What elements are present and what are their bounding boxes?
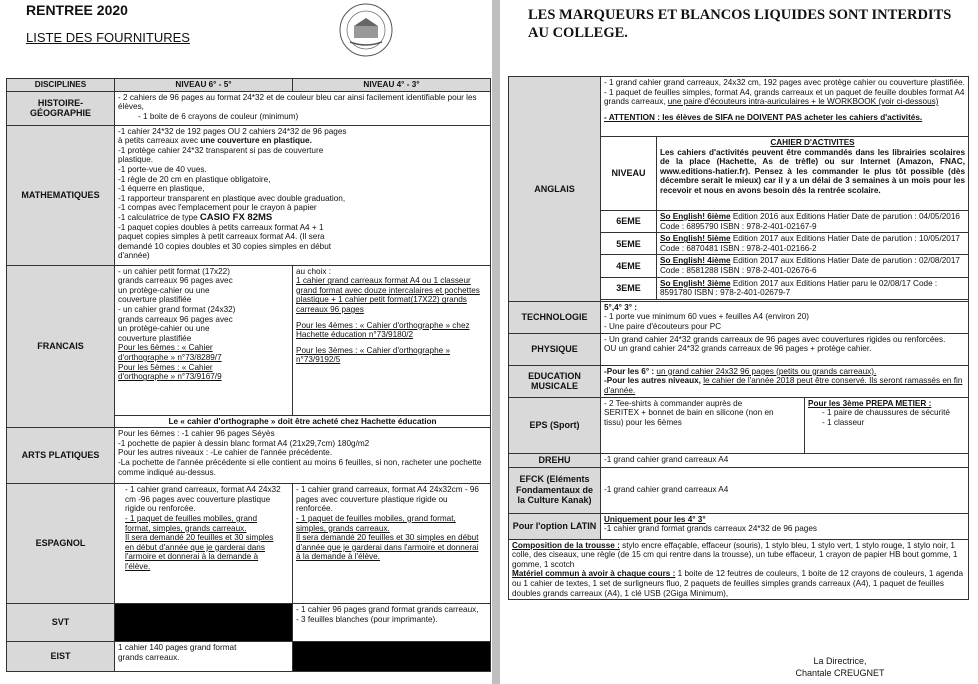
cell-svt-4-3 (293, 604, 491, 642)
discipline-drehu: DREHU (509, 453, 601, 467)
row-eps (509, 397, 969, 453)
cell-eps-left (601, 397, 805, 453)
espagnol-line: Il sera demandé 20 feuilles et 30 simples en début d'année que je garderai dans l'armoire et donnerai à la demande à l'élève. (125, 533, 274, 571)
discipline-histoire: HISTOIRE-GÉOGRAPHIE (7, 91, 115, 125)
svt-line: - 1 cahier 96 pages grand format grands carreaux, (296, 605, 479, 615)
physique-line: OU un grand cahier 24*32 grands carreaux de 96 pages + protège cahier. (604, 344, 872, 354)
level-label: 4EME (601, 255, 657, 277)
discipline-technologie: TECHNOLOGIE (509, 301, 601, 333)
espagnol-line: - 1 paquet de feuilles mobiles, grand format, simples, grands carreaux. (296, 513, 456, 533)
physique-line: - Un grand cahier 24*32 grands carreaux de 96 pages avec couvertures rigides ou renforcées. (604, 334, 946, 344)
histoire-line: - 1 boite de 6 crayons de couleur (minimum) (138, 111, 299, 121)
arts-line: Pour les 6èmes : -1 cahier 96 pages Séyès (118, 429, 275, 439)
svt-line: - 3 feuilles blanches (pour imprimante). (296, 614, 438, 624)
row-eist (7, 642, 491, 672)
anglais-line: - 1 grand cahier grand carreaux, 24x32 cm, 192 pages avec protège cahier ou couverture plastifiée. - 1 paquet de feuilles simples, format A4, grands carreaux et un paquet de feuille doubles format A4 grands carreaux, une paire d'écouteurs intra-auriculaires + le WORKBOOK (voir ci-dessous) (604, 78, 965, 107)
francais-line: au choix : (296, 266, 332, 276)
cell-technologie (601, 301, 969, 333)
discipline-francais: FRANCAIS (7, 265, 115, 428)
discipline-efck: EFCK (Eléments Fondamentaux de la Culture Kanak) (509, 467, 601, 513)
page-right (500, 0, 978, 684)
discipline-eist: EIST (7, 642, 115, 672)
discipline-latin: Pour l'option LATIN (509, 513, 601, 539)
row-maths (7, 125, 491, 265)
musique-line: -Pour les autres niveaux, le cahier de l'année 2018 peut être conservé. Ils seront ramassés en fin d'année. (604, 376, 963, 395)
level-label: 5EME (601, 233, 657, 255)
header-niveau-4-3: NIVEAU 4° - 3° (293, 79, 491, 92)
workbook-cell: So English! 4ième Edition 2017 aux Editions Hatier Date de parution : 02/08/2017 Code : 8581288 ISBN : 978-2-401-02676-6 (657, 255, 969, 277)
maths-line: -1 règle de 20 cm en plastique obligatoire, (118, 174, 271, 184)
discipline-arts: ARTS PLATIQUES (7, 428, 115, 484)
maths-line: -1 rapporteur transparent en plastique avec double graduation, (118, 193, 346, 203)
row-latin (509, 513, 969, 539)
eist-line: 1 cahier 140 pages grand format grands carreaux. (118, 643, 237, 662)
discipline-musique: EDUCATION MUSICALE (509, 365, 601, 397)
trousse-line: Composition de la trousse : stylo encre effaçable, effaceur (souris), 1 stylo bleu, 1 stylo vert, 1 stylo rouge, 1 stylo noir, 1 colle, des ciseaux, une règle (de 15 cm qui rentre dans la trousse), un tube effaceur, 1 crayon de papier HB bout gomme, 1 gomme, 1 scotch (512, 540, 958, 569)
discipline-anglais: ANGLAIS (509, 77, 601, 302)
discipline-eps: EPS (Sport) (509, 397, 601, 453)
page-title: RENTREE 2020 (26, 2, 128, 18)
row-techno (509, 301, 969, 333)
francais-line: Pour les 6èmes : « Cahier d'orthographe » n°73/8289/7 (118, 343, 222, 362)
maths-line: -1 cahier 24*32 de 192 pages OU 2 cahiers 24*32 de 96 pages à petits carreaux avec une couverture en plastique. (118, 126, 347, 146)
level-label: 3EME (601, 277, 657, 299)
cell-svt-6-5 (115, 604, 293, 642)
row-svt (7, 604, 491, 642)
header-disciplines: DISCIPLINES (7, 79, 115, 92)
histoire-line: - 2 cahiers de 96 pages au format 24*32 et de couleur bleu car ainsi facilement identifiable pour les élèves, (118, 92, 477, 112)
francais-line: - un cahier petit format (17x22) grands carreaux 96 pages avec un protège-cahier ou une couverture plastifiée (118, 266, 233, 305)
supplies-table-right (508, 76, 969, 600)
francais-line: Pour les 5èmes : « Cahier d'orthographe » n°73/9167/9 (118, 362, 222, 382)
trousse-line: Matériel commun à avoir à chaque cours : 1 boite de 12 feutres de couleurs, 1 boite de 12 crayons de couleurs, 1 agenda ou 1 cahier de textes, 1 set de surligneurs fluo, 2 paquets de feuilles simples grands carreaux (A4), 1 paquet de feuilles doubles grands carreaux (A4), 1 clé USB (2Giga Minimum), (512, 569, 964, 598)
niveau-label: NIVEAU (601, 137, 657, 211)
discipline-physique: PHYSIQUE (509, 333, 601, 365)
cell-arts (115, 428, 491, 484)
maths-line: -1 paquet copies doubles à petits carreaux format A4 + 1 paquet copies simples à petit carreaux format A4. (Il sera demandé 10 copies doubles et 30 copies simples en début d'année) (118, 222, 332, 261)
techno-line: - 1 porte vue minimum 60 vues + feuilles A4 (environ 20) (604, 312, 810, 322)
row-drehu (509, 453, 969, 467)
workbook-cell: So English! 5ième Edition 2017 aux Editions Hatier Date de parution : 10/05/2017 Code : 6870481 ISBN : 978-2-401-02166-2 (657, 233, 969, 255)
espagnol-line: - 1 cahier grand carreaux, format A4 24x32 cm -96 pages avec couverture plastique rigide ou renforcée. (125, 485, 281, 514)
techno-line: - Une paire d'écouteurs pour PC (604, 321, 722, 331)
francais-line: 1 cahier grand carreaux format A4 ou 1 classeur grand format avec douze intercalaires et pochettes plastique + 1 cahier petit format(17X22) grands carreaux 96 pages (296, 276, 480, 314)
row-trousse (509, 539, 969, 600)
workbook-cell: So English! 3ième Edition 2017 aux Editions Hatier paru le 02/08/17 Code : 8591780 ISBN : 978-2-401-02679-7 (657, 277, 969, 299)
workbook-cell: So English! 6ième Edition 2016 aux Editions Hatier Date de parution : 04/05/2016 Code : 6895790 ISBN : 978-2-401-02167-9 (657, 211, 969, 233)
signature-title: La Directrice, (813, 656, 867, 666)
francais-line: - un cahier grand format (24x32) grands carreaux 96 pages avec un protège-cahier ou une couverture plastifiée (118, 304, 236, 343)
francais-line: Pour les 3èmes : « Cahier d'orthographe » n°73/9192/5 (296, 345, 451, 365)
latin-line: Uniquement pour les 4° 3° (604, 514, 706, 524)
row-musique (509, 365, 969, 397)
warning-title: LES MARQUEURS ET BLANCOS LIQUIDES SONT INTERDITS AU COLLEGE. (528, 7, 952, 41)
supplies-table-left (6, 78, 491, 672)
header-niveau-6-5: NIVEAU 6° - 5° (115, 79, 293, 92)
eps-prepa-title: Pour les 3ème PREPA METIER : (808, 398, 932, 408)
row-arts (7, 428, 491, 484)
arts-line: -La pochette de l'année précédente si elle contient au moins 6 feuilles, si non, racheter une pochette comme indiqué au-dessus. (118, 457, 482, 477)
cell-anglais (601, 77, 969, 137)
espagnol-line: - 1 paquet de feuilles mobiles, grand format, simples, grands carreaux. (125, 513, 257, 533)
francais-line: Pour les 4èmes : « Cahier d'orthographe » chez Hachette éducation n°73/9180/2 (296, 320, 470, 340)
eps-line: - 2 Tee-shirts à commander auprès de SERITEX + bonnet de bain en silicone (non en tissu) pour les 6èmes (604, 398, 774, 427)
cell-francais-4-3 (293, 265, 491, 415)
row-histoire (7, 91, 491, 125)
maths-line: -1 porte-vue de 40 vues. (118, 164, 207, 174)
cell-eist-4-3 (293, 642, 491, 672)
francais-note: Le « cahier d'orthographe » doit être acheté chez Hachette éducation (115, 415, 491, 428)
maths-line: -1 protège cahier 24*32 transparent si pas de couverture plastique. (118, 145, 324, 165)
anglais-attention: - ATTENTION : les élèves de SIFA ne DOIVENT PAS acheter les cahiers d'activités. (604, 112, 923, 122)
cell-histoire (115, 91, 491, 125)
page-divider (492, 0, 500, 684)
cell-eist-6-5 (115, 642, 293, 672)
cell-latin (601, 513, 969, 539)
page-subtitle: LISTE DES FOURNITURES (26, 30, 190, 45)
musique-line: -Pour les 6° : un grand cahier 24x32 96 pages (petits ou grands carreaux). (604, 366, 877, 376)
maths-line: -1 calculatrice de type CASIO FX 82MS (118, 211, 273, 223)
discipline-espagnol: ESPAGNOL (7, 484, 115, 604)
discipline-svt: SVT (7, 604, 115, 642)
cell-physique (601, 333, 969, 365)
activites-title: CAHIER D'ACTIVITES (770, 138, 855, 147)
signature-name: Chantale CREUGNET (795, 668, 885, 678)
cell-drehu: -1 grand cahier grand carreaux A4 (601, 453, 969, 467)
eps-line: - 1 paire de chaussures de sécurité (822, 408, 950, 418)
cell-eps-right (805, 397, 969, 453)
cell-efck: -1 grand cahier grand carreaux A4 (601, 467, 969, 513)
row-efck (509, 467, 969, 513)
maths-line: -1 équerre en plastique, (118, 184, 205, 194)
espagnol-line: - 1 cahier grand carreaux, format A4 24x32cm - 96 pages avec couverture plastique rigide ou renforcée. (296, 485, 479, 514)
maths-line: -1 compas avec l'emplacement pour le crayon à papier (118, 203, 317, 213)
row-anglais-top (509, 77, 969, 137)
cell-maths (115, 125, 491, 265)
arts-line: -1 pochette de papier à dessin blanc format A4 (21x29,7cm) 180g/m2 (118, 438, 370, 448)
cell-francais-6-5 (115, 265, 293, 415)
latin-line: -1 cahier grand format grands carreaux 24*32 de 96 pages (604, 524, 818, 534)
eps-line: - 1 classeur (822, 417, 865, 427)
espagnol-line: Il sera demandé 20 feuilles et 30 simples en début d'année que je garderai dans l'armoire et donnerai à la demande à l'élève. (296, 533, 479, 562)
cell-cahier-activites (657, 137, 969, 211)
discipline-maths: MATHEMATIQUES (7, 125, 115, 265)
cell-espagnol-6-5 (115, 484, 293, 604)
activites-text: Les cahiers d'activités peuvent être commandés dans les librairies scolaires de la place (Hachette, As de trèfle) ou sur Internet (Amazon, FNAC, www.editions-hatier.fr). Pensez à les commander le plus tôt possible (dès décembre serait le mieux) car il y a un délai de 3 semaines à un mois pour les recevoir et nous en avons besoin dès la rentrée scolaire. (660, 147, 965, 195)
cell-espagnol-4-3 (293, 484, 491, 604)
cell-musique (601, 365, 969, 397)
row-physique (509, 333, 969, 365)
school-seal-logo (338, 2, 394, 58)
techno-line: 5°,4° 3° : (604, 302, 638, 312)
row-espagnol (7, 484, 491, 604)
row-francais (7, 265, 491, 415)
cell-trousse (509, 539, 969, 600)
arts-line: Pour les autres niveaux : -Le cahier de l'année précédente. (118, 448, 333, 458)
level-label: 6EME (601, 211, 657, 233)
